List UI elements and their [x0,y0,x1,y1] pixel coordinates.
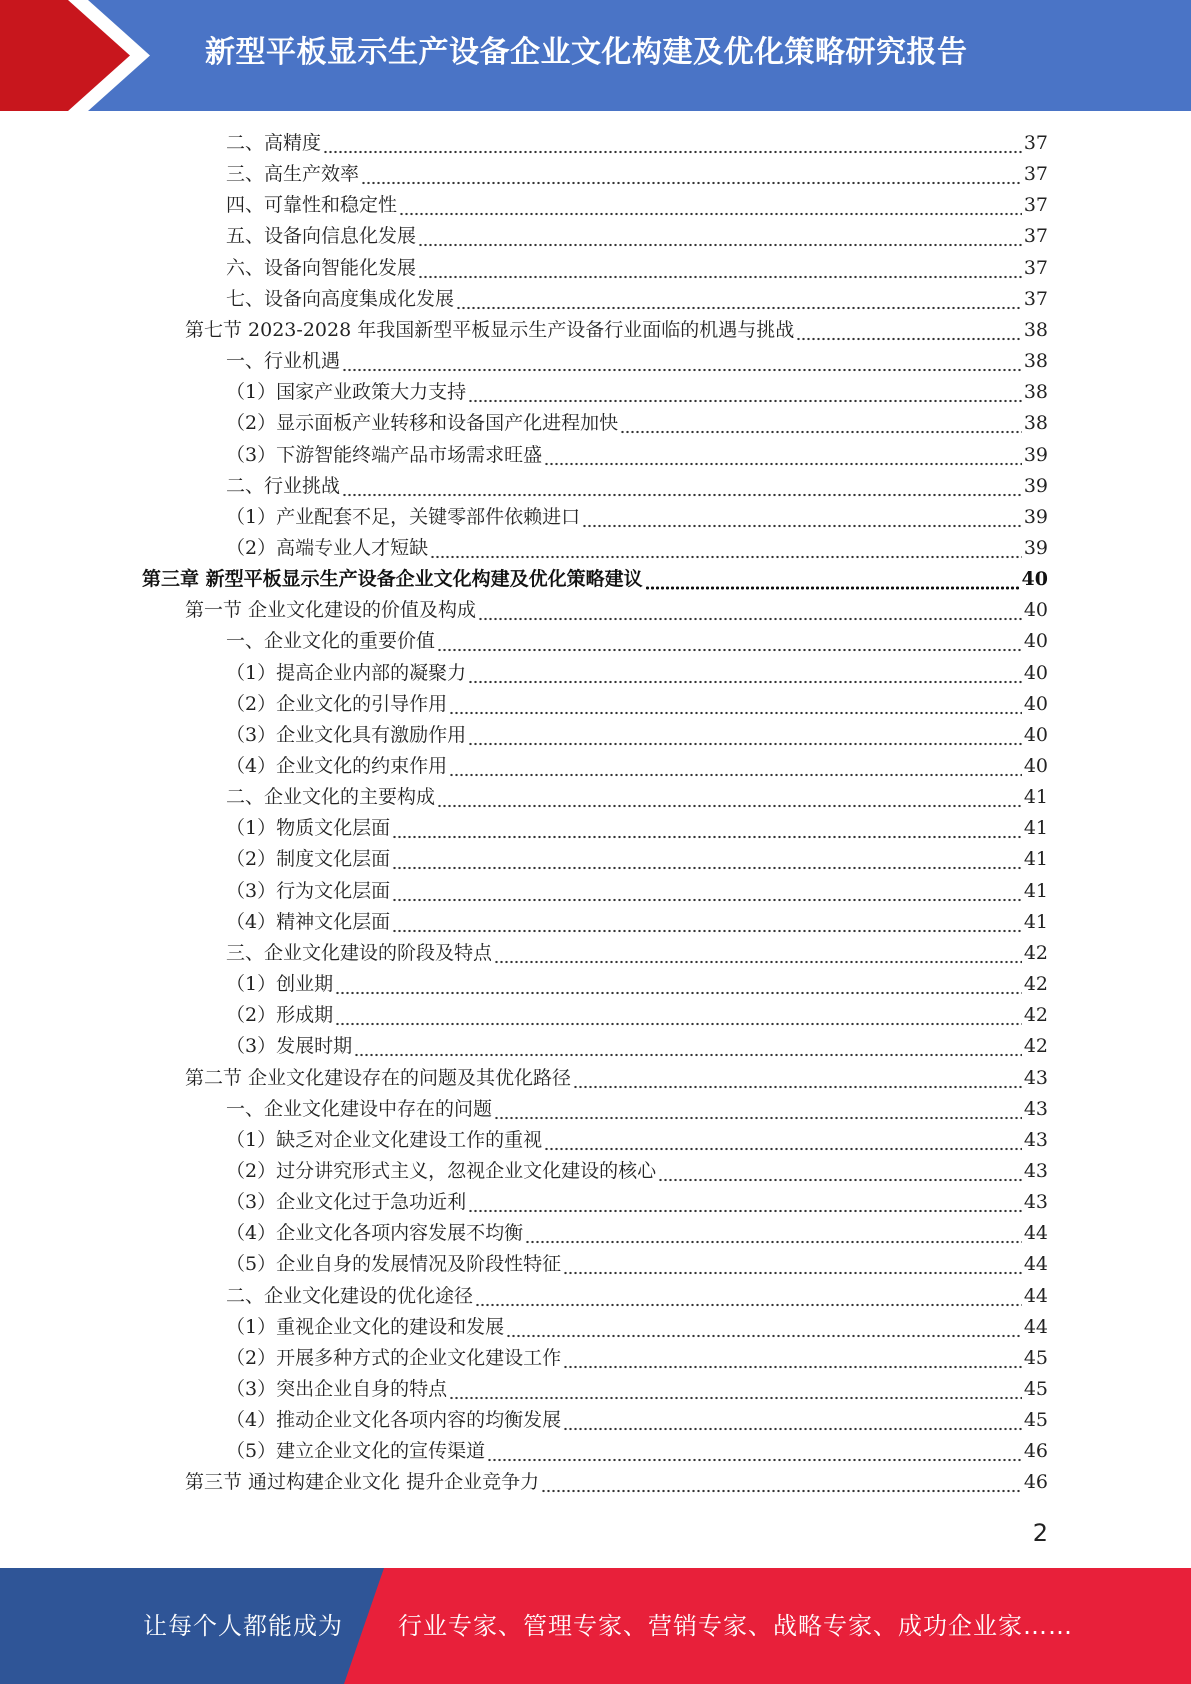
toc-entry-page: 44 [1023,1316,1048,1338]
toc-dot-leader [563,1249,1022,1280]
toc-entry-page: 38 [1023,381,1048,403]
toc-dot-leader [335,1000,1022,1031]
toc-entry[interactable] [185,1467,1048,1498]
toc-entry-page: 42 [1023,973,1048,995]
toc-dot-leader [354,1031,1022,1062]
toc-entry-page: 37 [1023,132,1048,154]
toc-dot-leader [541,1467,1022,1498]
toc-entry-page: 40 [1023,662,1048,684]
toc-entry-label: （2）制度文化层面 [226,848,391,870]
toc-entry-page: 43 [1023,1160,1048,1182]
toc-dot-leader [544,1125,1022,1156]
toc-entry-label: （1）国家产业政策大力支持 [226,381,467,403]
toc-entry-page: 39 [1023,537,1048,559]
footer-slogan-left: 让每个人都能成为 [143,1612,343,1640]
toc-dot-leader [456,284,1022,315]
toc-entry[interactable] [226,969,1048,1000]
toc-entry-page: 41 [1023,817,1048,839]
toc-entry[interactable] [185,315,1048,346]
toc-dot-leader [361,159,1022,190]
toc-entry[interactable] [226,626,1048,657]
toc-dot-leader [449,1374,1022,1405]
toc-entry[interactable] [226,377,1048,408]
toc-entry[interactable] [226,782,1048,813]
toc-dot-leader [620,408,1022,439]
toc-entry-page: 37 [1023,163,1048,185]
toc-entry-label: （3）企业文化具有激励作用 [226,724,467,746]
toc-dot-leader [645,564,1020,595]
toc-entry-page: 38 [1023,319,1048,341]
toc-entry[interactable] [226,502,1048,533]
toc-dot-leader [563,1405,1022,1436]
toc-entry-label: 二、企业文化的主要构成 [226,786,436,808]
toc-dot-leader [796,315,1022,346]
toc-entry-page: 43 [1023,1191,1048,1213]
toc-entry-label: 三、企业文化建设的阶段及特点 [226,942,493,964]
toc-entry-page: 44 [1023,1253,1048,1275]
toc-dot-leader [563,1343,1022,1374]
toc-entry-label: （2）企业文化的引导作用 [226,693,448,715]
toc-entry[interactable] [185,595,1048,626]
toc-dot-leader [418,221,1022,252]
toc-entry-page: 38 [1023,350,1048,372]
toc-entry-label: 第三节 通过构建企业文化 提升企业竞争力 [185,1471,540,1493]
toc-entry-label: 二、企业文化建设的优化途径 [226,1285,474,1307]
toc-entry-label: （1）物质文化层面 [226,817,391,839]
toc-entry-label: 三、高生产效率 [226,163,360,185]
toc-entry[interactable] [226,876,1048,907]
toc-entry-label: 第七节 2023-2028 年我国新型平板显示生产设备行业面临的机遇与挑战 [185,319,795,341]
toc-dot-leader [342,471,1022,502]
toc-entry-page: 42 [1023,1035,1048,1057]
toc-entry[interactable] [226,408,1048,439]
toc-entry[interactable] [226,190,1048,221]
toc-dot-leader [544,440,1022,471]
toc-entry[interactable] [226,159,1048,190]
toc-entry[interactable] [226,471,1048,502]
toc-entry-page: 39 [1023,475,1048,497]
toc-entry[interactable] [226,813,1048,844]
toc-dot-leader [658,1156,1022,1187]
toc-entry-label: 四、可靠性和稳定性 [226,194,398,216]
toc-dot-leader [392,813,1022,844]
toc-entry[interactable] [226,1343,1048,1374]
toc-entry[interactable] [226,1000,1048,1031]
toc-dot-leader [478,595,1022,626]
toc-dot-leader [323,128,1022,159]
toc-entry[interactable] [226,1218,1048,1249]
toc-entry-page: 40 [1023,693,1048,715]
toc-entry[interactable] [226,440,1048,471]
header-chevron-arrow [0,0,160,111]
toc-entry-label: （5）企业自身的发展情况及阶段性特征 [226,1253,562,1275]
toc-entry-label: 七、设备向高度集成化发展 [226,288,455,310]
toc-entry[interactable] [226,253,1048,284]
page-number: 2 [1032,1519,1048,1547]
toc-entry[interactable] [226,938,1048,969]
toc-entry[interactable] [226,1187,1048,1218]
toc-entry-label: 一、企业文化建设中存在的问题 [226,1098,493,1120]
toc-entry-label: 二、高精度 [226,132,322,154]
toc-entry-page: 41 [1023,880,1048,902]
toc-entry-label: 第二节 企业文化建设存在的问题及其优化路径 [185,1067,572,1089]
toc-entry[interactable] [226,1405,1048,1436]
toc-entry-page: 41 [1023,911,1048,933]
toc-entry-label: 五、设备向信息化发展 [226,225,417,247]
toc-entry-label: （4）精神文化层面 [226,911,391,933]
toc-entry-page: 43 [1023,1098,1048,1120]
toc-entry-label: （2）开展多种方式的企业文化建设工作 [226,1347,562,1369]
toc-entry[interactable] [226,346,1048,377]
toc-dot-leader [392,876,1022,907]
toc-entry-page: 44 [1023,1222,1048,1244]
toc-entry-page: 37 [1023,194,1048,216]
toc-entry-page: 40 [1023,755,1048,777]
toc-entry-label: （4）企业文化的约束作用 [226,755,448,777]
toc-entry-page: 42 [1023,1004,1048,1026]
toc-entry[interactable] [226,1156,1048,1187]
toc-entry-label: （3）突出企业自身的特点 [226,1378,448,1400]
toc-entry-page: 44 [1023,1285,1048,1307]
toc-dot-leader [573,1063,1022,1094]
toc-entry-page: 45 [1023,1378,1048,1400]
toc-entry-page: 37 [1023,225,1048,247]
toc-entry-page: 46 [1023,1471,1048,1493]
toc-dot-leader [487,1436,1022,1467]
toc-entry[interactable] [226,907,1048,938]
toc-dot-leader [468,1187,1022,1218]
toc-dot-leader [525,1218,1022,1249]
toc-entry-label: 一、企业文化的重要价值 [226,630,436,652]
toc-entry-page: 40 [1023,630,1048,652]
toc-entry-label: （3）企业文化过于急功近利 [226,1191,467,1213]
toc-entry[interactable] [142,564,1048,595]
toc-entry-page: 40 [1023,724,1048,746]
toc-entry-page: 43 [1023,1129,1048,1151]
toc-entry-page: 39 [1023,506,1048,528]
toc-entry[interactable] [226,689,1048,720]
report-title: 新型平板显示生产设备企业文化构建及优化策略研究报告 [205,35,968,70]
footer-slogan-right: 行业专家、管理专家、营销专家、战略专家、成功企业家…… [398,1612,1073,1640]
toc-dot-leader [430,533,1022,564]
toc-entry[interactable] [226,128,1048,159]
toc-entry-page: 42 [1023,942,1048,964]
toc-dot-leader [437,626,1022,657]
toc-entry[interactable] [226,1031,1048,1062]
toc-entry[interactable] [226,1249,1048,1280]
toc-entry[interactable] [226,221,1048,252]
toc-entry-label: 第三章 新型平板显示生产设备企业文化构建及优化策略建议 [142,568,643,590]
toc-entry-page: 40 [1023,599,1048,621]
toc-dot-leader [582,502,1022,533]
toc-entry[interactable] [226,1125,1048,1156]
toc-entry-label: （4）推动企业文化各项内容的均衡发展 [226,1409,562,1431]
toc-dot-leader [449,751,1022,782]
toc-entry[interactable] [226,751,1048,782]
toc-entry[interactable] [185,1063,1048,1094]
toc-entry-page: 38 [1023,412,1048,434]
toc-entry-label: （5）建立企业文化的宣传渠道 [226,1440,486,1462]
toc-entry-label: （3）发展时期 [226,1035,353,1057]
toc-dot-leader [449,689,1022,720]
toc-entry-label: （1）提高企业内部的凝聚力 [226,662,467,684]
toc-entry[interactable] [226,720,1048,751]
toc-entry-page: 37 [1023,288,1048,310]
toc-entry-label: （2）形成期 [226,1004,334,1026]
toc-entry-page: 40 [1021,568,1048,590]
toc-entry-label: （2）过分讲究形式主义，忽视企业文化建设的核心 [226,1160,657,1182]
toc-dot-leader [494,938,1022,969]
page-footer [0,1568,1191,1684]
toc-entry[interactable] [226,1436,1048,1467]
toc-entry[interactable] [226,1094,1048,1125]
toc-dot-leader [506,1312,1022,1343]
toc-entry-label: （2）高端专业人才短缺 [226,537,429,559]
toc-entry-page: 45 [1023,1347,1048,1369]
toc-entry-label: （3）行为文化层面 [226,880,391,902]
toc-entry-page: 37 [1023,257,1048,279]
toc-dot-leader [468,658,1022,689]
toc-dot-leader [399,190,1022,221]
toc-entry-page: 41 [1023,848,1048,870]
toc-entry-label: （4）企业文化各项内容发展不均衡 [226,1222,524,1244]
toc-entry-label: 一、行业机遇 [226,350,341,372]
page-header [0,0,1191,111]
toc-entry-label: （1）创业期 [226,973,334,995]
toc-entry-label: 第一节 企业文化建设的价值及构成 [185,599,477,621]
toc-entry-label: 二、行业挑战 [226,475,341,497]
toc-dot-leader [468,720,1022,751]
toc-dot-leader [392,907,1022,938]
toc-entry-label: （2）显示面板产业转移和设备国产化进程加快 [226,412,619,434]
toc-entry-page: 46 [1023,1440,1048,1462]
toc-entry[interactable] [226,284,1048,315]
toc-entry-page: 45 [1023,1409,1048,1431]
toc-entry-label: （3）下游智能终端产品市场需求旺盛 [226,444,543,466]
toc-entry[interactable] [226,1281,1048,1312]
toc-dot-leader [342,346,1022,377]
toc-entry-label: （1）产业配套不足，关键零部件依赖进口 [226,506,581,528]
toc-dot-leader [494,1094,1022,1125]
toc-dot-leader [418,253,1022,284]
toc-entry[interactable] [226,844,1048,875]
toc-dot-leader [468,377,1022,408]
toc-entry-page: 41 [1023,786,1048,808]
toc-dot-leader [392,844,1022,875]
toc-entry[interactable] [226,533,1048,564]
toc-entry-label: 六、设备向智能化发展 [226,257,417,279]
toc-entry-page: 43 [1023,1067,1048,1089]
toc-entry[interactable] [226,1312,1048,1343]
toc-dot-leader [475,1281,1022,1312]
chevron-red-shape [0,0,130,111]
toc-dot-leader [335,969,1022,1000]
toc-dot-leader [437,782,1022,813]
toc-entry[interactable] [226,1374,1048,1405]
toc-entry-page: 39 [1023,444,1048,466]
toc-entry-label: （1）重视企业文化的建设和发展 [226,1316,505,1338]
toc-entry[interactable] [226,658,1048,689]
toc-entry-label: （1）缺乏对企业文化建设工作的重视 [226,1129,543,1151]
